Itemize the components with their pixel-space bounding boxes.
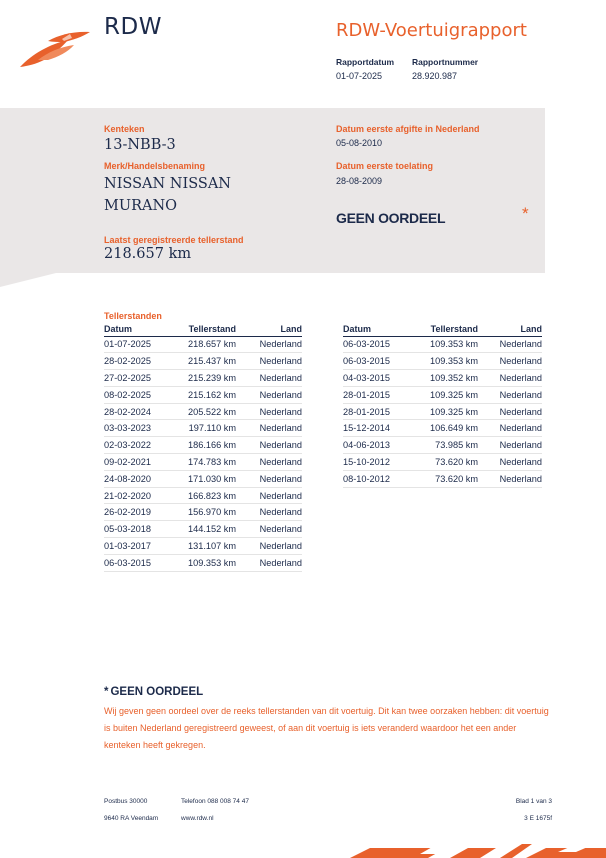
reading-odometer: 156.970 km [170,504,236,521]
reading-date: 06-03-2015 [104,554,170,571]
make-line-2: MURANO [104,198,178,214]
reading-odometer: 109.352 km [409,370,478,387]
reading-odometer: 186.166 km [170,437,236,454]
readings-table-left [104,324,302,572]
first-nl-date: 05-08-2010 [336,138,383,148]
footer-doc-code: 3 E 1675f [524,815,552,822]
reading-date: 28-01-2015 [343,386,409,403]
plate-label: Kenteken [104,124,145,134]
col-header-date: Datum [104,324,170,336]
col-header-country: Land [236,324,302,336]
table-row [343,470,542,487]
table-row [104,504,302,521]
footer-phone: Telefoon 088 008 74 47 [181,798,249,805]
reading-date: 26-02-2019 [104,504,170,521]
readings-title: Tellerstanden [104,311,162,321]
reading-date: 27-02-2025 [104,370,170,387]
report-number-block [412,57,478,81]
table-row [343,336,542,353]
report-title: RDW-Voertuigrapport [336,20,527,41]
table-row [343,386,542,403]
reading-country: Nederland [236,386,302,403]
table-row [104,538,302,555]
reading-odometer: 144.152 km [170,521,236,538]
table-row [104,437,302,454]
reading-country: Nederland [478,454,542,471]
reading-date: 03-03-2023 [104,420,170,437]
reading-date: 28-02-2024 [104,403,170,420]
table-row [104,487,302,504]
report-date-label: Rapportdatum [336,57,395,67]
footer-page-number: Blad 1 van 3 [515,798,552,805]
table-row [104,370,302,387]
verdict-asterisk: * [522,204,529,223]
last-odometer: 218.657 km [104,246,192,262]
reading-country: Nederland [478,336,542,353]
odometer-label: Laatst geregistreerde tellerstand [104,235,244,245]
reading-date: 09-02-2021 [104,454,170,471]
reading-odometer: 73.620 km [409,454,478,471]
reading-date: 24-08-2020 [104,470,170,487]
reading-odometer: 215.239 km [170,370,236,387]
readings-table-right [343,324,542,488]
reading-country: Nederland [236,554,302,571]
rdw-logo-icon [18,30,92,70]
reading-odometer: 171.030 km [170,470,236,487]
table-row [343,403,542,420]
col-header-odometer: Tellerstand [170,324,236,336]
table-row [104,470,302,487]
license-plate: 13-NBB-3 [104,137,176,153]
reading-country: Nederland [478,403,542,420]
table-row [104,403,302,420]
table-row [343,420,542,437]
reading-odometer: 73.620 km [409,470,478,487]
reading-date: 06-03-2015 [343,353,409,370]
footer-city: 9640 RA Veendam [104,815,159,822]
col-header-date: Datum [343,324,409,336]
brand-name: RDW [104,14,162,40]
reading-odometer: 109.325 km [409,386,478,403]
first-admission-label: Datum eerste toelating [336,161,434,171]
footnote-title [104,686,203,698]
panel-tail [0,272,60,287]
reading-country: Nederland [236,538,302,555]
reading-date: 28-01-2015 [343,403,409,420]
table-row [104,386,302,403]
report-date-block [336,57,394,81]
reading-odometer: 215.162 km [170,386,236,403]
footer-postbus: Postbus 30000 [104,798,148,805]
report-number-label: Rapportnummer [412,57,479,67]
table-row [104,454,302,471]
footnote-marker: * [104,686,109,698]
reading-odometer: 109.353 km [170,554,236,571]
table-row [104,521,302,538]
reading-odometer: 109.353 km [409,353,478,370]
reading-odometer: 73.985 km [409,437,478,454]
table-row [343,437,542,454]
col-header-country: Land [478,324,542,336]
reading-odometer: 218.657 km [170,336,236,353]
table-row [104,420,302,437]
reading-country: Nederland [478,386,542,403]
reading-date: 04-03-2015 [343,370,409,387]
footnote-heading: GEEN OORDEEL [110,686,204,698]
report-date: 01-07-2025 [336,71,383,81]
report-number: 28.920.987 [412,71,458,81]
reading-country: Nederland [236,353,302,370]
table-row [104,554,302,571]
reading-country: Nederland [236,336,302,353]
reading-odometer: 205.522 km [170,403,236,420]
reading-country: Nederland [236,521,302,538]
table-row [343,370,542,387]
reading-odometer: 109.353 km [409,336,478,353]
reading-date: 21-02-2020 [104,487,170,504]
table-row [343,454,542,471]
reading-date: 08-10-2012 [343,470,409,487]
reading-odometer: 197.110 km [170,420,236,437]
reading-country: Nederland [478,420,542,437]
first-nl-label: Datum eerste afgifte in Nederland [336,124,480,134]
reading-country: Nederland [236,403,302,420]
col-header-odometer: Tellerstand [409,324,478,336]
reading-odometer: 174.783 km [170,454,236,471]
reading-date: 01-07-2025 [104,336,170,353]
reading-date: 04-06-2013 [343,437,409,454]
reading-date: 05-03-2018 [104,521,170,538]
reading-country: Nederland [478,437,542,454]
reading-country: Nederland [478,353,542,370]
table-row [104,336,302,353]
footer-stripes-icon [350,842,606,858]
reading-country: Nederland [236,437,302,454]
reading-date: 06-03-2015 [343,336,409,353]
reading-date: 08-02-2025 [104,386,170,403]
reading-odometer: 106.649 km [409,420,478,437]
reading-odometer: 215.437 km [170,353,236,370]
table-header-row [343,324,542,336]
reading-odometer: 166.823 km [170,487,236,504]
reading-date: 28-02-2025 [104,353,170,370]
make-label: Merk/Handelsbenaming [104,161,206,171]
reading-country: Nederland [236,454,302,471]
make-line-1: NISSAN NISSAN [104,176,231,192]
reading-country: Nederland [478,470,542,487]
table-header-row [104,324,302,336]
first-admission-date: 28-08-2009 [336,176,383,186]
reading-country: Nederland [236,470,302,487]
reading-country: Nederland [236,504,302,521]
table-row [343,353,542,370]
reading-odometer: 109.325 km [409,403,478,420]
footer-website[interactable]: www.rdw.nl [181,815,214,822]
reading-country: Nederland [478,370,542,387]
verdict: GEEN OORDEEL [336,210,446,226]
reading-date: 01-03-2017 [104,538,170,555]
reading-date: 15-12-2014 [343,420,409,437]
reading-country: Nederland [236,487,302,504]
reading-date: 15-10-2012 [343,454,409,471]
footnote-text: Wij geven geen oordeel over de reeks tellerstanden van dit voertuig. Dit kan twee oorzaken hebben: dit voertuig is buiten Nederland geregistreerd geweest, of aan dit voertuig is iets veranderd waardoor het een ander kenteken heeft gekregen. [104,706,549,750]
table-row [104,353,302,370]
reading-country: Nederland [236,370,302,387]
reading-odometer: 131.107 km [170,538,236,555]
reading-country: Nederland [236,420,302,437]
reading-date: 02-03-2022 [104,437,170,454]
